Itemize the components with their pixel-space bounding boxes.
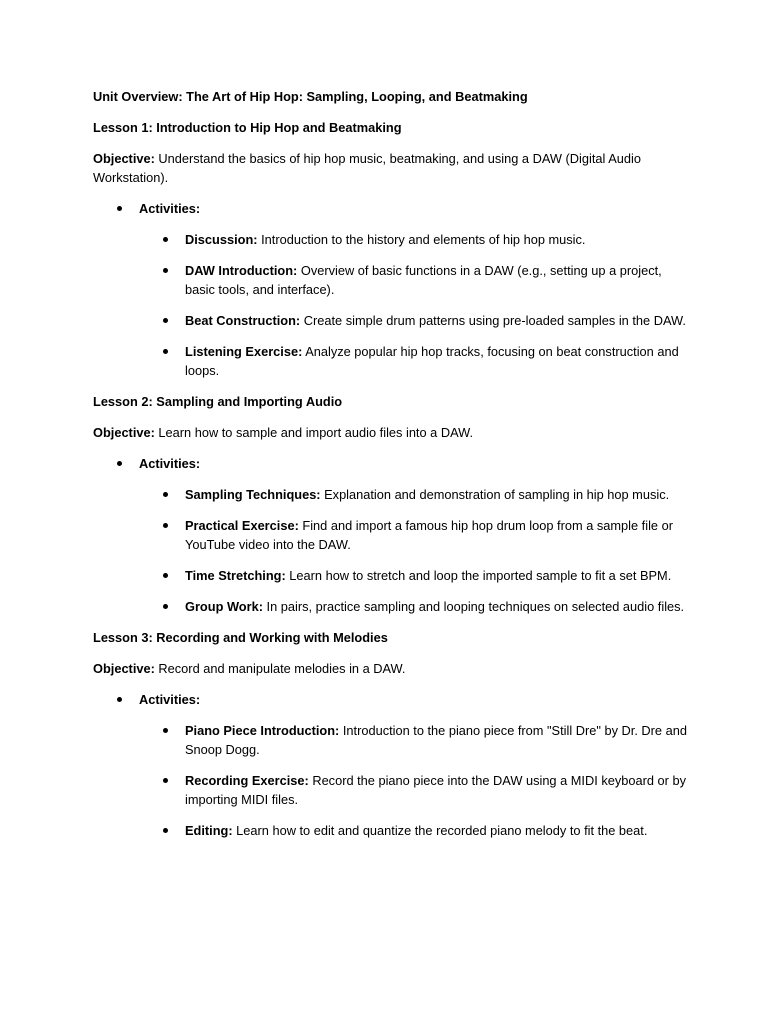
- lesson-objective: [93, 149, 688, 187]
- activities-heading: [93, 690, 688, 709]
- objective-text: Understand the basics of hip hop music, beatmaking, and using a DAW (Digital Audio Workstation).: [93, 151, 641, 185]
- activities-section: [93, 199, 688, 380]
- activity-text: Explanation and demonstration of sampling in hip hop music.: [320, 487, 670, 502]
- activities-heading: [93, 454, 688, 473]
- activity-item: [93, 261, 688, 299]
- activity-text: Find and import a famous hip hop drum loop from a sample file or YouTube video into the DAW.: [185, 518, 673, 552]
- activities-label: Activities:: [139, 201, 201, 216]
- bullet-icon: [163, 268, 168, 273]
- activity-item: [93, 771, 688, 809]
- bullet-icon: [117, 461, 122, 466]
- activity-text: Create simple drum patterns using pre-loaded samples in the DAW.: [300, 313, 686, 328]
- activities-label: Activities:: [139, 456, 201, 471]
- bullet-icon: [163, 349, 168, 354]
- bullet-icon: [163, 523, 168, 528]
- activity-text: Record the piano piece into the DAW using a MIDI keyboard or by importing MIDI files.: [185, 773, 686, 807]
- activity-label: Discussion:: [185, 232, 258, 247]
- activity-label: Listening Exercise:: [185, 344, 303, 359]
- lesson-objective: [93, 423, 688, 442]
- lesson-2: [93, 392, 688, 616]
- activity-list: [93, 721, 688, 840]
- lesson-1: [93, 118, 688, 380]
- activity-label: DAW Introduction:: [185, 263, 298, 278]
- lesson-title: Lesson 3: Recording and Working with Melodies: [93, 630, 388, 645]
- bullet-icon: [163, 604, 168, 609]
- activities-heading: [93, 199, 688, 218]
- activity-label: Recording Exercise:: [185, 773, 309, 788]
- activity-item: [93, 311, 688, 330]
- bullet-icon: [163, 492, 168, 497]
- lesson-objective: [93, 659, 688, 678]
- activity-label: Beat Construction:: [185, 313, 301, 328]
- activity-label: Piano Piece Introduction:: [185, 723, 340, 738]
- activity-item: [93, 721, 688, 759]
- lesson-title: Lesson 1: Introduction to Hip Hop and Beatmaking: [93, 120, 402, 135]
- activity-item: [93, 597, 688, 616]
- activity-text: Overview of basic functions in a DAW (e.g., setting up a project, basic tools, and interface).: [185, 263, 662, 297]
- activity-label: Editing:: [185, 823, 233, 838]
- activity-item: [93, 516, 688, 554]
- bullet-icon: [163, 728, 168, 733]
- objective-text: Learn how to sample and import audio files into a DAW.: [154, 425, 474, 440]
- activity-text: Learn how to stretch and loop the imported sample to fit a set BPM.: [285, 568, 672, 583]
- activity-list: [93, 230, 688, 380]
- objective-label: Objective:: [93, 661, 155, 676]
- activity-text: Introduction to the piano piece from "Still Dre" by Dr. Dre and Snoop Dogg.: [185, 723, 687, 757]
- bullet-icon: [117, 697, 122, 702]
- bullet-icon: [117, 206, 122, 211]
- activity-text: Learn how to edit and quantize the recorded piano melody to fit the beat.: [232, 823, 648, 838]
- activity-text: Introduction to the history and elements of hip hop music.: [257, 232, 586, 247]
- objective-text: Record and manipulate melodies in a DAW.: [154, 661, 406, 676]
- activity-item: [93, 342, 688, 380]
- activity-text: In pairs, practice sampling and looping techniques on selected audio files.: [262, 599, 685, 614]
- activity-item: [93, 566, 688, 585]
- bullet-icon: [163, 318, 168, 323]
- activities-section: [93, 454, 688, 616]
- bullet-icon: [163, 778, 168, 783]
- activities-label: Activities:: [139, 692, 201, 707]
- activity-label: Time Stretching:: [185, 568, 286, 583]
- activity-list: [93, 485, 688, 616]
- document-title: Unit Overview: The Art of Hip Hop: Sampling, Looping, and Beatmaking: [93, 89, 528, 104]
- activity-item: [93, 485, 688, 504]
- activity-text: Analyze popular hip hop tracks, focusing on beat construction and loops.: [185, 344, 679, 378]
- activity-label: Sampling Techniques:: [185, 487, 321, 502]
- objective-label: Objective:: [93, 151, 155, 166]
- activity-item: [93, 230, 688, 249]
- activity-label: Practical Exercise:: [185, 518, 299, 533]
- lesson-title: Lesson 2: Sampling and Importing Audio: [93, 394, 343, 409]
- lesson-3: [93, 628, 688, 840]
- bullet-icon: [163, 573, 168, 578]
- bullet-icon: [163, 828, 168, 833]
- bullet-icon: [163, 237, 168, 242]
- activity-item: [93, 821, 688, 840]
- objective-label: Objective:: [93, 425, 155, 440]
- activity-label: Group Work:: [185, 599, 263, 614]
- activities-section: [93, 690, 688, 840]
